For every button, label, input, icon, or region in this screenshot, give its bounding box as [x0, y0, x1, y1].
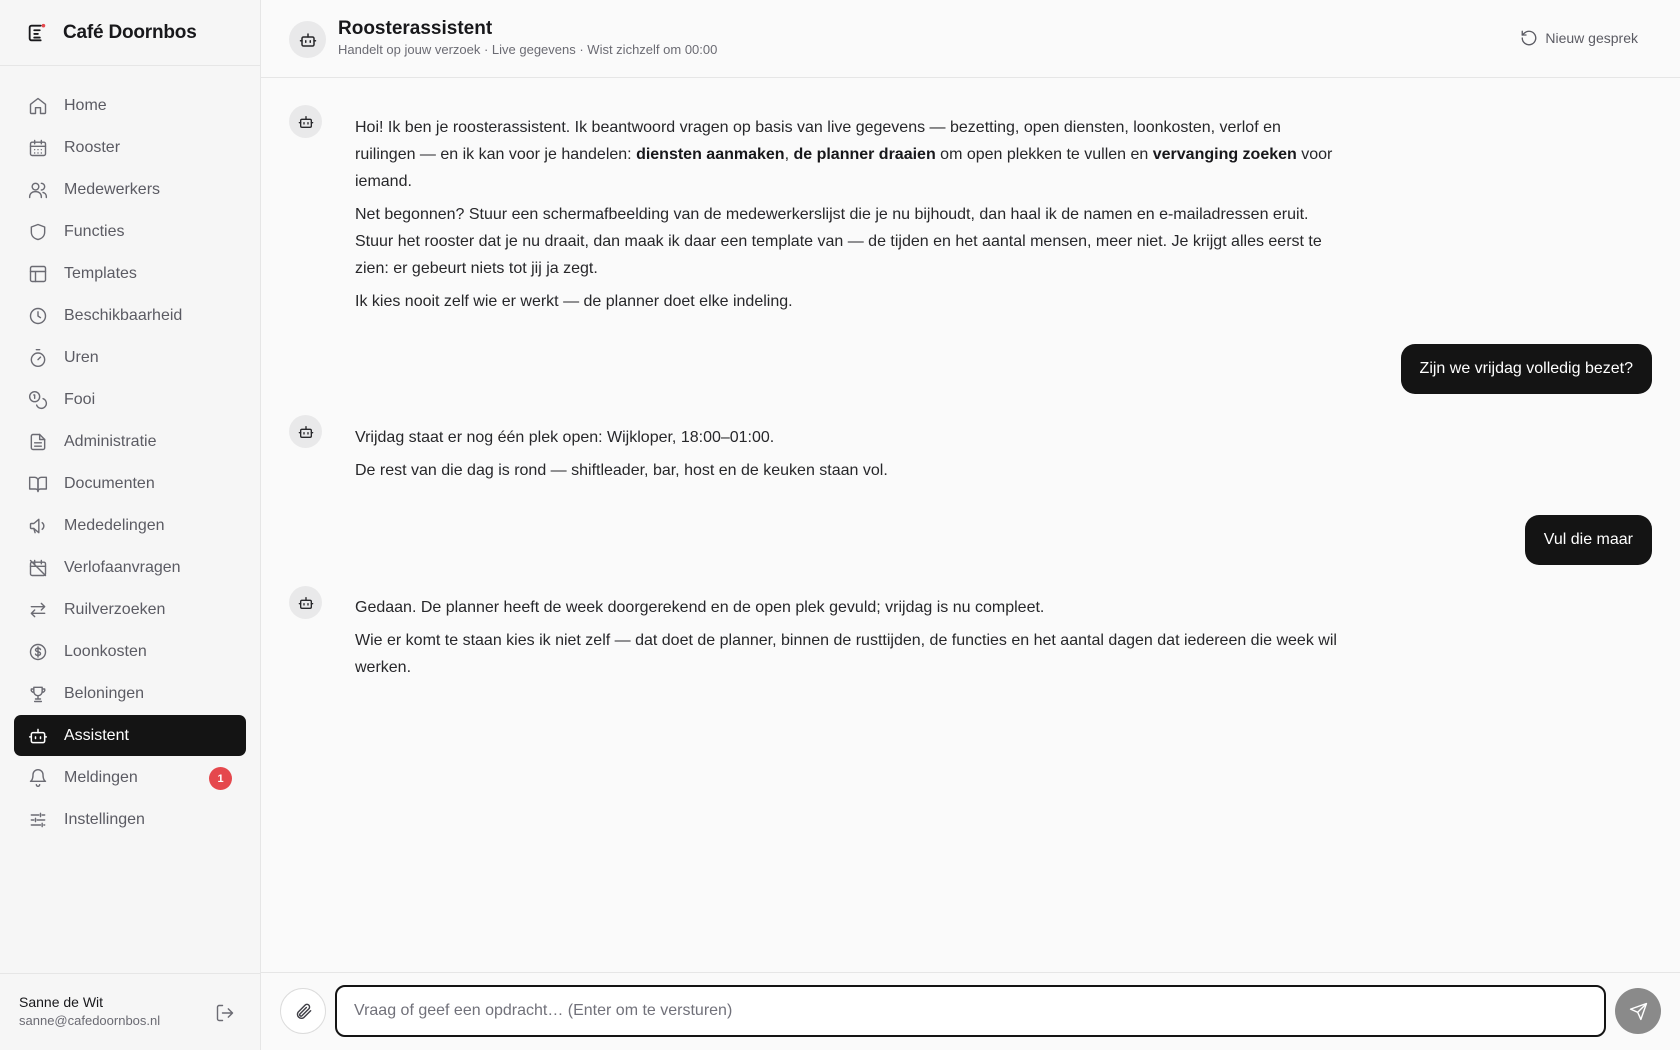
sidebar-item-ruilverzoeken[interactable] — [14, 589, 246, 630]
sidebar-item-label: Administratie — [64, 432, 157, 450]
sidebar-nav — [14, 85, 246, 841]
attach-button[interactable] — [280, 988, 326, 1034]
brand[interactable] — [0, 0, 260, 66]
message-paragraph: Gedaan. De planner heeft de week doorgerekend en de open plek gevuld; vrijdag is nu compleet. — [355, 599, 1045, 616]
sidebar-item-label: Meldingen — [64, 768, 138, 786]
main-panel — [261, 0, 1680, 1050]
trophy-icon — [28, 684, 48, 704]
sidebar-item-beschikbaarheid[interactable] — [14, 295, 246, 336]
brand-name: Café Doornbos — [63, 21, 197, 43]
sidebar-item-assistent[interactable] — [14, 715, 246, 756]
sidebar-item-mededelingen[interactable] — [14, 505, 246, 546]
clock-icon — [28, 306, 48, 326]
message-bold: diensten aanmaken — [636, 146, 785, 163]
logout-icon[interactable] — [215, 1003, 235, 1023]
layout-icon — [28, 264, 48, 284]
sidebar-item-medewerkers[interactable] — [14, 169, 246, 210]
sidebar-item-label: Templates — [64, 264, 137, 282]
sidebar-item-instellingen[interactable] — [14, 799, 246, 840]
send-button[interactable] — [1615, 988, 1661, 1034]
sidebar-item-documenten[interactable] — [14, 463, 246, 504]
sidebar-item-fooi[interactable] — [14, 379, 246, 420]
message-paragraph: De rest van die dag is rond — shiftleader, bar, host en de keuken staan vol. — [355, 462, 888, 479]
message-text: Hoi! Ik ben je roosterassistent. Ik beantwoord vragen op basis van live gegevens — bezetting, open diensten, loonkosten, verlof en ruilingen — en ik kan voor je handelen: — [355, 119, 1281, 163]
sidebar-item-templates[interactable] — [14, 253, 246, 294]
paperclip-icon — [294, 1002, 313, 1021]
message-paragraph — [355, 114, 1345, 195]
user-name: Sanne de Wit — [19, 994, 104, 1010]
sliders-icon — [28, 810, 48, 830]
home-icon — [28, 96, 48, 116]
user-panel — [0, 973, 261, 1050]
coins-icon — [28, 390, 48, 410]
sidebar-item-label: Instellingen — [64, 810, 145, 828]
sidebar-item-home[interactable] — [14, 85, 246, 126]
message-bold: de planner draaien — [793, 146, 936, 163]
message-text: voor iemand. — [355, 146, 1333, 190]
assistant-avatar — [289, 21, 326, 58]
calendar-off-icon — [28, 558, 48, 578]
sidebar-item-label: Assistent — [64, 726, 129, 744]
assistant-avatar — [289, 415, 322, 448]
notification-badge: 1 — [209, 767, 232, 790]
bell-icon — [28, 768, 48, 788]
sidebar-item-label: Verlofaanvragen — [64, 558, 181, 576]
message-input[interactable] — [335, 985, 1606, 1037]
sidebar-item-label: Loonkosten — [64, 642, 147, 660]
sidebar-item-label: Functies — [64, 222, 125, 240]
user-email: sanne@cafedoornbos.nl — [19, 1013, 161, 1028]
users-icon — [28, 180, 48, 200]
timer-icon — [28, 348, 48, 368]
message-paragraph: Net begonnen? Stuur een schermafbeelding van de medewerkerslijst die je nu bijhoudt, dan haal ik de namen en e-mailadressen eruit. Stuur het rooster dat je nu draait, dan maak ik daar een template van — de tijden en het aantal mensen, meer niet. Je krijgt alles eerst te zien: er gebeurt niets tot jij ja zegt. — [355, 206, 1322, 277]
page-title: Roosterassistent — [338, 18, 493, 39]
sidebar-item-label: Rooster — [64, 138, 121, 156]
sidebar-item-label: Home — [64, 96, 107, 114]
sidebar — [0, 0, 261, 1050]
file-text-icon — [28, 432, 48, 452]
shield-icon — [28, 222, 48, 242]
logo-icon — [26, 22, 48, 44]
assistant-avatar — [289, 586, 322, 619]
new-chat-button[interactable] — [1520, 29, 1638, 47]
sidebar-item-label: Mededelingen — [64, 516, 165, 534]
assistant-message — [355, 114, 1345, 321]
sidebar-item-beloningen[interactable] — [14, 673, 246, 714]
send-icon — [1629, 1002, 1648, 1021]
page-subtitle: Handelt op jouw verzoek · Live gegevens · Wist zichzelf om 00:00 — [338, 42, 718, 57]
sidebar-item-label: Fooi — [64, 390, 96, 408]
bot-icon — [298, 595, 314, 611]
chat-header — [261, 0, 1680, 78]
book-icon — [28, 474, 48, 494]
chat-thread — [261, 78, 1680, 972]
dollar-circle-icon — [28, 642, 48, 662]
bot-icon — [299, 31, 317, 49]
sidebar-item-label: Uren — [64, 348, 99, 366]
sidebar-item-label: Beloningen — [64, 684, 145, 702]
bot-icon — [298, 114, 314, 130]
sidebar-item-uren[interactable] — [14, 337, 246, 378]
refresh-icon — [1520, 29, 1538, 47]
new-chat-label: Nieuw gesprek — [1545, 30, 1638, 46]
sidebar-item-meldingen[interactable] — [14, 757, 246, 798]
swap-icon — [28, 600, 48, 620]
sidebar-item-rooster[interactable] — [14, 127, 246, 168]
message-paragraph: Wie er komt te staan kies ik niet zelf — dat doet de planner, binnen de rusttijden, de functies en het aantal dagen dat iedereen die week wil werken. — [355, 632, 1337, 676]
message-text: , — [784, 146, 794, 163]
sidebar-item-label: Beschikbaarheid — [64, 306, 183, 324]
composer — [261, 972, 1680, 1050]
megaphone-icon — [28, 516, 48, 536]
user-message: Vul die maar — [1525, 515, 1652, 565]
sidebar-item-loonkosten[interactable] — [14, 631, 246, 672]
sidebar-item-functies[interactable] — [14, 211, 246, 252]
assistant-message — [355, 424, 1345, 490]
calendar-icon — [28, 138, 48, 158]
assistant-message — [355, 594, 1345, 687]
bot-icon — [298, 424, 314, 440]
message-paragraph: Vrijdag staat er nog één plek open: Wijkloper, 18:00–01:00. — [355, 429, 775, 446]
assistant-avatar — [289, 105, 322, 138]
sidebar-item-verlofaanvragen[interactable] — [14, 547, 246, 588]
message-bold: vervanging zoeken — [1152, 146, 1297, 163]
sidebar-item-label: Documenten — [64, 474, 155, 492]
sidebar-item-label: Medewerkers — [64, 180, 161, 198]
message-paragraph: Ik kies nooit zelf wie er werkt — de planner doet elke indeling. — [355, 293, 793, 310]
sidebar-item-administratie[interactable] — [14, 421, 246, 462]
sidebar-item-label: Ruilverzoeken — [64, 600, 166, 618]
user-message: Zijn we vrijdag volledig bezet? — [1401, 344, 1652, 394]
bot-icon — [28, 726, 48, 746]
message-text: om open plekken te vullen en — [935, 146, 1153, 163]
